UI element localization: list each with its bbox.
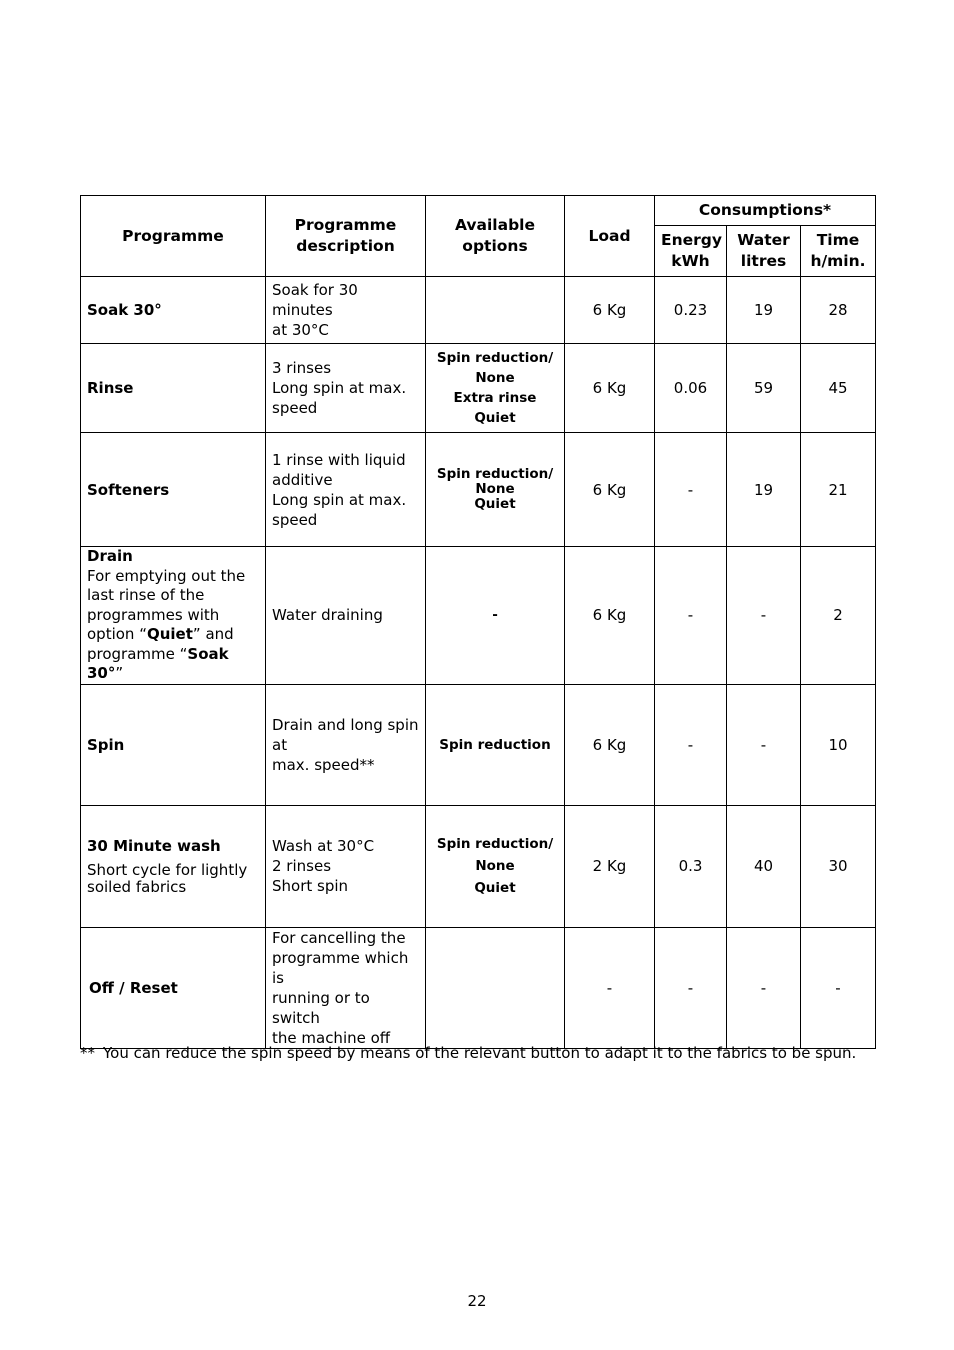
water-value: 40	[727, 805, 801, 927]
load-value: 6 Kg	[565, 344, 655, 433]
programme-subtext: Short cycle for lightly soiled fabrics	[87, 861, 248, 896]
energy-value: -	[655, 433, 727, 547]
energy-value: 0.3	[655, 805, 727, 927]
header-load: Load	[565, 196, 655, 277]
header-energy: Energy kWh	[655, 226, 727, 277]
water-value: 59	[727, 344, 801, 433]
time-value: 10	[801, 684, 876, 805]
programme-name: 30 Minute wash Short cycle for lightly soiled fabrics	[81, 805, 266, 927]
programme-name: Drain For emptying out the last rinse of the programmes with option “Quiet” and programme “Soak 30°”	[81, 547, 266, 685]
load-value: -	[565, 927, 655, 1048]
available-options: -	[426, 547, 565, 685]
energy-value: 0.23	[655, 277, 727, 344]
time-value: 45	[801, 344, 876, 433]
water-value: -	[727, 684, 801, 805]
header-programme: Programme	[81, 196, 266, 277]
header-description: Programme description	[266, 196, 426, 277]
available-options	[426, 277, 565, 344]
available-options: Spin reduction/ None Extra rinse Quiet	[426, 344, 565, 433]
available-options: Spin reduction	[426, 684, 565, 805]
programme-name: Soak 30°	[81, 277, 266, 344]
water-value: -	[727, 547, 801, 685]
load-value: 6 Kg	[565, 684, 655, 805]
table-row	[81, 344, 876, 433]
table-row	[81, 805, 876, 927]
programme-description: Soak for 30 minutes at 30°C	[266, 277, 426, 344]
energy-value: 0.06	[655, 344, 727, 433]
programme-name: Spin	[81, 684, 266, 805]
programme-description: Drain and long spin at max. speed**	[266, 684, 426, 805]
header-consumptions: Consumptions*	[655, 196, 876, 226]
programme-name: Off / Reset	[81, 927, 266, 1048]
available-options: Spin reduction/ None Quiet	[426, 433, 565, 547]
programme-description: Water draining	[266, 547, 426, 685]
footnote-text: You can reduce the spin speed by means of the relevant button to adapt it to the fabrics to be spun.	[103, 1044, 857, 1062]
water-value: 19	[727, 433, 801, 547]
programme-description: For cancelling the programme which is running or to switch the machine off	[266, 927, 426, 1048]
programme-table	[80, 195, 876, 1049]
load-value: 6 Kg	[565, 277, 655, 344]
energy-value: -	[655, 547, 727, 685]
time-value: -	[801, 927, 876, 1048]
time-value: 30	[801, 805, 876, 927]
header-time: Time h/min.	[801, 226, 876, 277]
water-value: -	[727, 927, 801, 1048]
programme-subtext: For emptying out the last rinse of the programmes with option “Quiet” and programme “Soak 30°”	[87, 566, 246, 682]
available-options: Spin reduction/ None Quiet	[426, 805, 565, 927]
available-options	[426, 927, 565, 1048]
footnote	[80, 1043, 880, 1063]
energy-value: -	[655, 684, 727, 805]
programme-description: 3 rinses Long spin at max. speed	[266, 344, 426, 433]
table-row	[81, 433, 876, 547]
programme-name: Softeners	[81, 433, 266, 547]
table-row	[81, 927, 876, 1048]
programme-name: Rinse	[81, 344, 266, 433]
water-value: 19	[727, 277, 801, 344]
load-value: 6 Kg	[565, 433, 655, 547]
table-row	[81, 277, 876, 344]
page-number: 22	[467, 1292, 487, 1310]
header-water: Water litres	[727, 226, 801, 277]
load-value: 2 Kg	[565, 805, 655, 927]
load-value: 6 Kg	[565, 547, 655, 685]
table-row	[81, 684, 876, 805]
time-value: 28	[801, 277, 876, 344]
energy-value: -	[655, 927, 727, 1048]
programme-description: Wash at 30°C 2 rinses Short spin	[266, 805, 426, 927]
time-value: 21	[801, 433, 876, 547]
header-options: Available options	[426, 196, 565, 277]
time-value: 2	[801, 547, 876, 685]
table-row	[81, 547, 876, 685]
footnote-mark: **	[80, 1044, 95, 1062]
programme-description: 1 rinse with liquid additive Long spin at max. speed	[266, 433, 426, 547]
